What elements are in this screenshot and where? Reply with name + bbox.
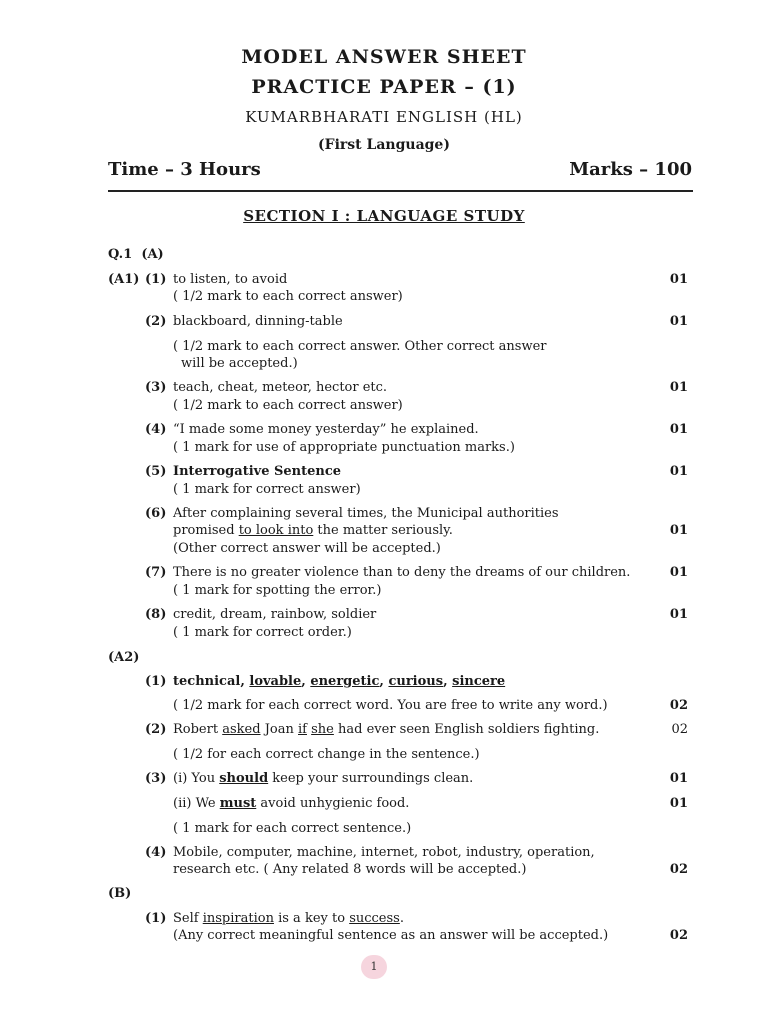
subject-title: KUMARBHARATI ENGLISH (HL) bbox=[245, 108, 523, 126]
a1-label: (A1) bbox=[108, 272, 140, 287]
answer-note: ( 1/2 mark to each correct answer. Other correct answer bbox=[173, 339, 547, 354]
answer-note: ( 1 mark for use of appropriate punctuation marks.) bbox=[173, 440, 515, 455]
answer-line: teach, cheat, meteor, hector etc. bbox=[173, 380, 388, 395]
item-number: (8) bbox=[145, 607, 167, 622]
mark-value: 01 bbox=[669, 607, 688, 622]
mark-value: 01 bbox=[669, 771, 688, 786]
answer-line: (ii) We must avoid unhygienic food. bbox=[173, 796, 410, 811]
answer-line: research etc. ( Any related 8 words will be accepted.) bbox=[173, 862, 527, 877]
answer-note: ( 1/2 for each correct change in the sentence.) bbox=[173, 747, 480, 762]
section-title: SECTION I : LANGUAGE STUDY bbox=[243, 207, 525, 225]
marks-label: Marks – 100 bbox=[569, 159, 692, 180]
answer-line: technical, lovable, energetic, curious, sincere bbox=[173, 674, 506, 689]
answer-line: Mobile, computer, machine, internet, robot, industry, operation, bbox=[173, 845, 595, 860]
mark-value: 02 bbox=[669, 698, 688, 713]
item-number: (3) bbox=[145, 771, 167, 786]
answer-line: Interrogative Sentence bbox=[173, 464, 342, 479]
mark-value: 01 bbox=[669, 272, 688, 287]
answer-line: credit, dream, rainbow, soldier bbox=[173, 607, 377, 622]
item-number: (3) bbox=[145, 380, 167, 395]
item-number: (1) bbox=[145, 911, 167, 926]
answer-line: Self inspiration is a key to success. bbox=[173, 911, 404, 926]
page-number-badge: 1 bbox=[361, 955, 387, 979]
item-number: (1) bbox=[145, 674, 167, 689]
header-rule bbox=[108, 190, 693, 192]
document-title: MODEL ANSWER SHEET bbox=[241, 46, 527, 68]
b-label: (B) bbox=[108, 886, 132, 901]
answer-note: ( 1/2 mark for each correct word. You are free to write any word.) bbox=[173, 698, 608, 713]
mark-value: 01 bbox=[669, 380, 688, 395]
answer-note: ( 1/2 mark to each correct answer) bbox=[173, 289, 403, 304]
answer-note: (Any correct meaningful sentence as an answer will be accepted.) bbox=[173, 928, 609, 943]
answer-note: ( 1 mark for each correct sentence.) bbox=[173, 821, 412, 836]
mark-value: 01 bbox=[669, 314, 688, 329]
answer-line: Robert asked Joan if she had ever seen English soldiers fighting. bbox=[173, 722, 600, 737]
mark-value: 01 bbox=[669, 565, 688, 580]
answer-line: There is no greater violence than to deny the dreams of our children. bbox=[173, 565, 631, 580]
mark-value: 01 bbox=[669, 796, 688, 811]
language-label: (First Language) bbox=[318, 137, 450, 153]
mark-value: 01 bbox=[669, 422, 688, 437]
answer-note: ( 1/2 mark to each correct answer) bbox=[173, 398, 403, 413]
time-label: Time – 3 Hours bbox=[108, 159, 261, 180]
answer-note: ( 1 mark for correct answer) bbox=[173, 482, 361, 497]
answer-line: After complaining several times, the Municipal authorities bbox=[173, 506, 559, 521]
mark-value: 02 bbox=[671, 722, 688, 737]
mark-value: 02 bbox=[669, 862, 688, 877]
answer-note: will be accepted.) bbox=[181, 356, 298, 371]
item-number: (4) bbox=[145, 845, 167, 860]
item-number: (5) bbox=[145, 464, 167, 479]
item-number: (7) bbox=[145, 565, 167, 580]
item-number: (4) bbox=[145, 422, 167, 437]
question-label: Q.1 (A) bbox=[108, 247, 164, 262]
answer-line: to listen, to avoid bbox=[173, 272, 288, 287]
answer-note: ( 1 mark for spotting the error.) bbox=[173, 583, 382, 598]
document-subtitle: PRACTICE PAPER – (1) bbox=[251, 76, 517, 98]
answer-line: (i) You should keep your surroundings clean. bbox=[173, 771, 474, 786]
answer-line: promised to look into the matter seriously. bbox=[173, 523, 453, 538]
answer-note: ( 1 mark for correct order.) bbox=[173, 625, 352, 640]
item-number: (2) bbox=[145, 314, 167, 329]
answer-line: blackboard, dinning-table bbox=[173, 314, 343, 329]
a2-label: (A2) bbox=[108, 650, 140, 665]
mark-value: 01 bbox=[669, 464, 688, 479]
mark-value: 02 bbox=[669, 928, 688, 943]
item-number: (6) bbox=[145, 506, 167, 521]
item-number: (1) bbox=[145, 272, 167, 287]
answer-note: (Other correct answer will be accepted.) bbox=[173, 541, 441, 556]
answer-line: “I made some money yesterday” he explained. bbox=[173, 422, 479, 437]
item-number: (2) bbox=[145, 722, 167, 737]
mark-value: 01 bbox=[669, 523, 688, 538]
